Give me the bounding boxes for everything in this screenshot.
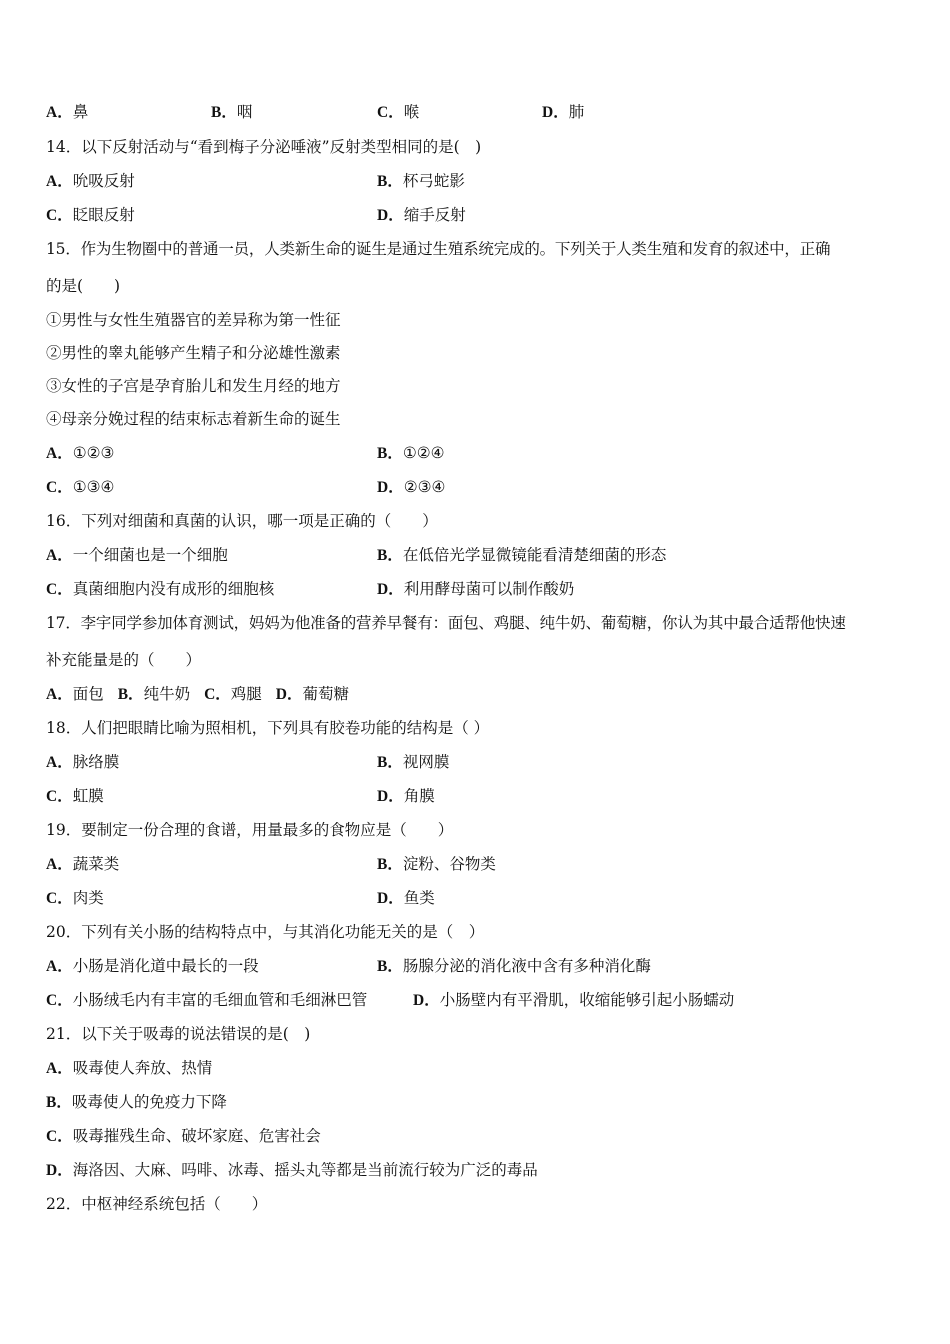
q14-option-d	[377, 205, 466, 226]
q20-option-b	[377, 956, 651, 977]
option-label: D．	[413, 992, 440, 1009]
option-text: ①②④	[402, 444, 445, 462]
option-text: 淀粉、谷物类	[402, 855, 496, 873]
q15-stem-line2: 的是( )	[46, 277, 121, 295]
option-text: 吸毒使人的免疫力下降	[71, 1093, 227, 1111]
option-label: A．	[46, 173, 73, 190]
option-text: 吸毒使人奔放、热情	[72, 1059, 213, 1077]
option-text: 吸毒摧残生命、破坏家庭、危害社会	[72, 1127, 321, 1145]
option-label: B．	[377, 547, 403, 564]
q21-stem: 21．以下关于吸毒的说法错误的是( )	[46, 1025, 311, 1043]
option-text: 利用酵母菌可以制作酸奶	[403, 580, 575, 598]
option-label: C．	[377, 104, 404, 121]
option-text: 鸡腿	[230, 685, 262, 703]
option-label: C．	[46, 992, 73, 1009]
q14-option-b	[377, 171, 465, 192]
option-label: B．	[211, 104, 237, 121]
q17-option-c	[204, 685, 262, 703]
option-label: A．	[46, 754, 73, 771]
option-label: D．	[377, 207, 404, 224]
q14-option-a	[46, 171, 135, 192]
q14-stem: 14．以下反射活动与“看到梅子分泌唾液”反射类型相同的是( )	[46, 138, 482, 156]
q16-option-b	[377, 545, 666, 566]
q21-option-c	[46, 1126, 321, 1147]
option-text: 虹膜	[72, 787, 104, 805]
q20-stem: 20．下列有关小肠的结构特点中，与其消化功能无关的是（ ）	[46, 923, 485, 941]
q17-stem-line2: 补充能量是的（ ）	[46, 651, 202, 669]
q19-option-a	[46, 854, 119, 875]
option-label: C．	[46, 581, 73, 598]
option-label: C．	[46, 479, 73, 496]
option-label: C．	[46, 788, 73, 805]
option-text: 眨眼反射	[72, 206, 135, 224]
q18-option-a	[46, 752, 119, 773]
q13-option-d	[542, 102, 584, 123]
q21-option-a	[46, 1058, 212, 1079]
option-text: ①②③	[72, 444, 115, 462]
q21-option-d	[46, 1160, 538, 1181]
option-label: A．	[46, 686, 73, 703]
option-text: 肠腺分泌的消化液中含有多种消化酶	[402, 957, 651, 975]
option-text: 吮吸反射	[72, 172, 135, 190]
option-label: B．	[377, 445, 403, 462]
option-text: 纯牛奶	[143, 685, 191, 703]
option-text: 鱼类	[403, 889, 435, 907]
option-text: 葡萄糖	[302, 685, 350, 703]
q13-option-b	[211, 102, 252, 123]
q17-option-b	[118, 685, 190, 703]
q18-option-d	[377, 786, 435, 807]
option-label: D．	[377, 890, 404, 907]
option-label: D．	[377, 788, 404, 805]
option-text: ①③④	[72, 478, 115, 496]
option-text: 杯弓蛇影	[402, 172, 465, 190]
option-text: 小肠绒毛内有丰富的毛细血管和毛细淋巴管	[72, 991, 368, 1009]
q19-option-c	[46, 888, 104, 909]
option-text: 小肠是消化道中最长的一段	[72, 957, 259, 975]
option-text: 肉类	[72, 889, 104, 907]
option-text: 鼻	[72, 103, 89, 121]
q15-option-c	[46, 477, 114, 498]
option-label: D．	[377, 479, 404, 496]
q16-stem: 16．下列对细菌和真菌的认识，哪一项是正确的（ ）	[46, 512, 438, 530]
q17-option-a	[46, 685, 104, 703]
option-text: 真菌细胞内没有成形的细胞核	[72, 580, 275, 598]
q18-option-b	[377, 752, 449, 773]
q20-option-c	[46, 990, 367, 1011]
q20-option-a	[46, 956, 259, 977]
q16-option-a	[46, 545, 228, 566]
q15-option-b	[377, 443, 445, 464]
option-label: D．	[542, 104, 569, 121]
option-label: C．	[204, 686, 231, 703]
option-text: 面包	[72, 685, 104, 703]
q17-stem-line1: 17．李宇同学参加体育测试，妈妈为他准备的营养早餐有：面包、鸡腿、纯牛奶、葡萄糖，你认为其中最合适帮他快速	[46, 614, 846, 632]
option-label: B．	[377, 856, 403, 873]
option-label: B．	[46, 1094, 72, 1111]
q22-stem: 22．中枢神经系统包括（ ）	[46, 1195, 268, 1213]
q19-stem: 19．要制定一份合理的食谱，用量最多的食物应是（ ）	[46, 821, 454, 839]
option-text: 脉络膜	[72, 753, 120, 771]
option-text: 海洛因、大麻、吗啡、冰毒、摇头丸等都是当前流行较为广泛的毒品	[72, 1161, 538, 1179]
option-label: A．	[46, 547, 73, 564]
q15-statement-1: ①男性与女性生殖器官的差异称为第一性征	[46, 311, 341, 329]
option-label: A．	[46, 1060, 73, 1077]
q18-option-c	[46, 786, 104, 807]
option-text: 在低倍光学显微镜能看清楚细菌的形态	[402, 546, 667, 564]
option-label: B．	[377, 958, 403, 975]
q14-option-c	[46, 205, 135, 226]
option-text: 肺	[568, 103, 585, 121]
option-text: 缩手反射	[403, 206, 466, 224]
option-text: 角膜	[403, 787, 435, 805]
q13-option-a	[46, 102, 88, 123]
option-label: A．	[46, 104, 73, 121]
q17-options-row	[46, 684, 363, 705]
q20-option-d	[413, 990, 734, 1011]
q15-option-a	[46, 443, 114, 464]
q15-stem-line1: 15．作为生物圈中的普通一员，人类新生命的诞生是通过生殖系统完成的。下列关于人类生殖和发育的叙述中，正确	[46, 240, 831, 258]
option-text: 视网膜	[402, 753, 450, 771]
q17-option-d	[276, 685, 349, 703]
q15-statement-2: ②男性的睾丸能够产生精子和分泌雄性激素	[46, 344, 341, 362]
q19-option-b	[377, 854, 496, 875]
q13-option-c	[377, 102, 419, 123]
option-label: A．	[46, 958, 73, 975]
q15-option-d	[377, 477, 445, 498]
option-label: C．	[46, 1128, 73, 1145]
q15-statement-4: ④母亲分娩过程的结束标志着新生命的诞生	[46, 410, 341, 428]
q18-stem: 18．人们把眼睛比喻为照相机，下列具有胶卷功能的结构是（ ）	[46, 719, 490, 737]
q21-option-b	[46, 1092, 227, 1113]
option-label: C．	[46, 207, 73, 224]
q15-statement-3: ③女性的子宫是孕育胎儿和发生月经的地方	[46, 377, 341, 395]
option-text: 喉	[403, 103, 420, 121]
option-label: A．	[46, 856, 73, 873]
q16-option-d	[377, 579, 574, 600]
option-label: B．	[377, 754, 403, 771]
q19-option-d	[377, 888, 435, 909]
option-text: 小肠壁内有平滑肌，收缩能够引起小肠蠕动	[439, 991, 735, 1009]
option-text: ②③④	[403, 478, 446, 496]
option-text: 蔬菜类	[72, 855, 120, 873]
option-label: C．	[46, 890, 73, 907]
option-label: D．	[46, 1162, 73, 1179]
option-label: D．	[275, 686, 303, 703]
option-label: B．	[377, 173, 403, 190]
option-text: 一个细菌也是一个细胞	[72, 546, 228, 564]
option-label: A．	[46, 445, 73, 462]
option-label: B．	[117, 686, 144, 703]
option-text: 咽	[236, 103, 253, 121]
q16-option-c	[46, 579, 274, 600]
option-label: D．	[377, 581, 404, 598]
